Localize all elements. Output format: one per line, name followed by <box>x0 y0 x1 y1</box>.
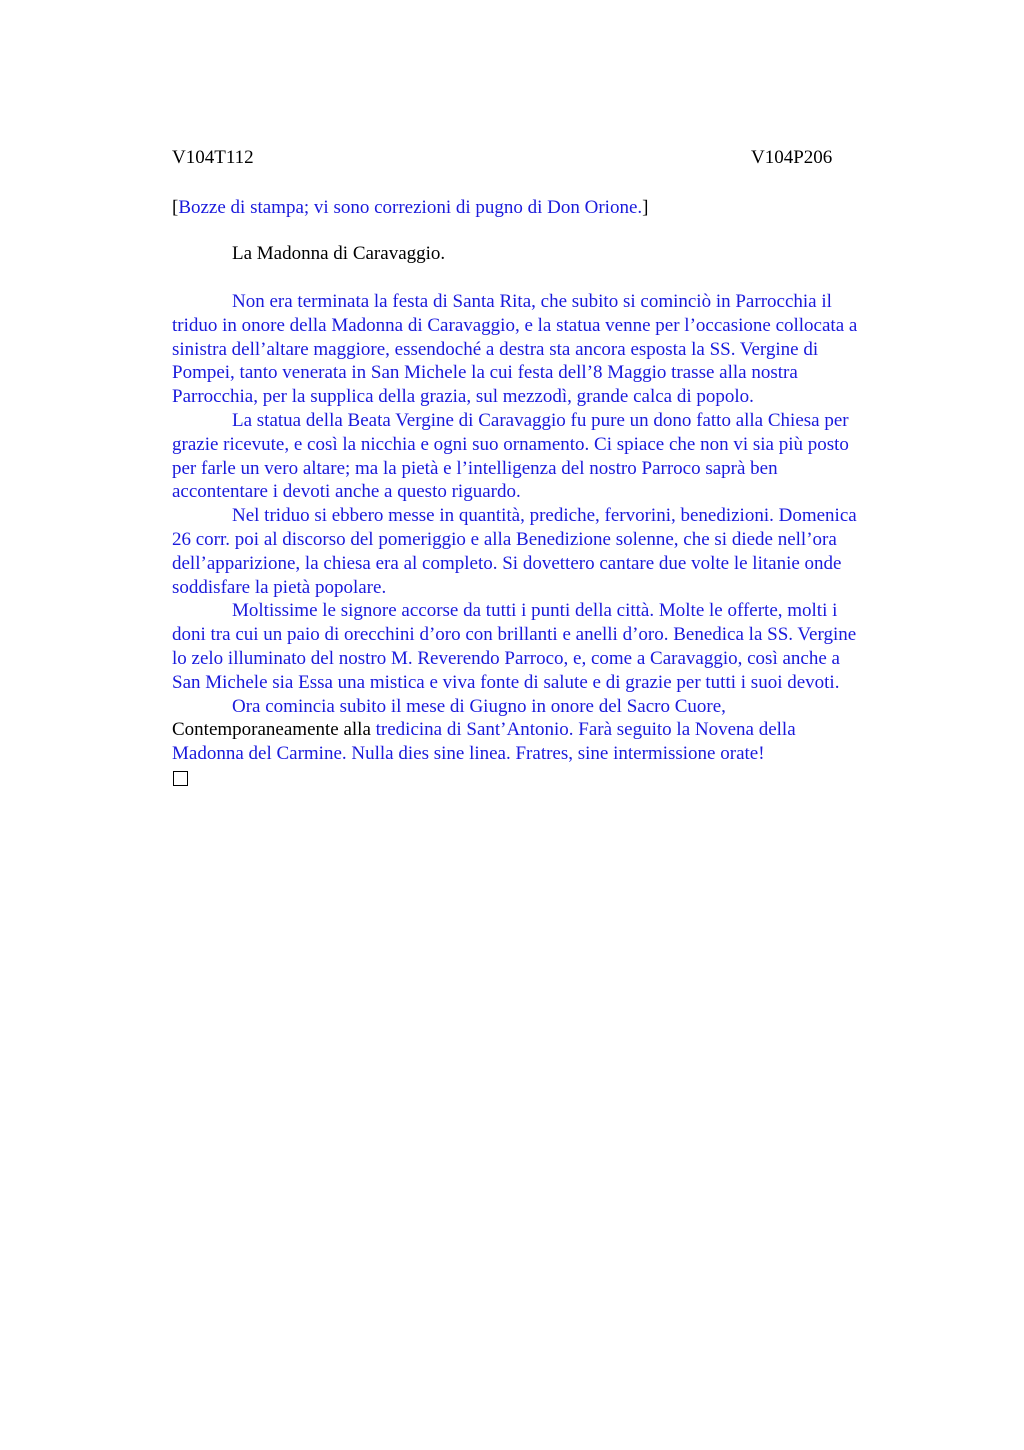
text-line: Ora comincia subito il mese di Giugno in onore del Sacro Cuore, <box>232 695 726 717</box>
header-row <box>172 146 924 170</box>
text-line: lo zelo illuminato del nostro M. Reverendo Parroco, e, come a Caravaggio, così anche a <box>172 647 840 669</box>
text-line: Pompei, tanto venerata in San Michele la cui festa dell’8 Maggio trasse alla nostra <box>172 362 798 384</box>
note-open-bracket: [ <box>172 197 179 218</box>
text-line: grazie ricevute, e così la nicchia e ogni suo ornamento. Ci spiace che non vi sia più posto <box>172 433 849 455</box>
paragraph-2 <box>172 409 924 504</box>
paragraph-5 <box>172 695 924 766</box>
editorial-note <box>172 196 924 220</box>
text-line: per farle un vero altare; ma la pietà e l’intelligenza del nostro Parroco saprà ben <box>172 457 778 479</box>
text-line: San Michele sia Essa una mistica e viva fonte di salute e di grazie per tutti i suoi devoti. <box>172 671 840 693</box>
text-line: Non era terminata la festa di Santa Rita, che subito si cominciò in Parrocchia il <box>232 291 832 312</box>
note-close-bracket: ] <box>642 197 649 218</box>
text-line: Madonna del Carmine. Nulla dies sine linea. Fratres, sine intermissione orate! <box>172 743 765 765</box>
uncorrected-text: Contemporaneamente alla <box>172 719 376 741</box>
article-title: La Madonna di Caravaggio. <box>232 243 446 264</box>
volume-code-left: V104T112 <box>172 147 254 168</box>
article-body <box>172 290 924 793</box>
paragraph-1 <box>172 290 924 409</box>
text-line: soddisfare la pietà popolare. <box>172 576 387 598</box>
text-line: accontentare i devoti anche a questo riguardo. <box>172 481 521 503</box>
document-page <box>172 146 924 793</box>
paragraph-4 <box>172 599 924 694</box>
text-line: sinistra dell’altare maggiore, essendoché a destra sta ancora esposta la SS. Vergine di <box>172 338 819 360</box>
text-line: La statua della Beata Vergine di Caravaggio fu pure un dono fatto alla Chiesa per <box>232 409 849 431</box>
corrected-text: tredicina di Sant’Antonio. Farà seguito la Novena della <box>375 719 796 741</box>
text-line: dell’apparizione, la chiesa era al completo. Si dovettero cantare due volte le litanie onde <box>172 552 842 574</box>
note-text: Bozze di stampa; vi sono correzioni di pugno di Don Orione. <box>178 197 643 218</box>
text-line: 26 corr. poi al discorso del pomeriggio e alla Benedizione solenne, che si diede nell’ora <box>172 528 837 550</box>
text-line: doni tra cui un paio di orecchini d’oro con brillanti e anelli d’oro. Benedica la SS. Vergine <box>172 624 857 646</box>
volume-code-right: V104P206 <box>751 147 833 168</box>
empty-checkbox-glyph <box>173 771 188 786</box>
text-line: Nel triduo si ebbero messe in quantità, prediche, fervorini, benedizioni. Domenica <box>232 505 857 527</box>
text-line: Parrocchia, per la supplica della grazia, sul mezzodì, grande calca di popolo. <box>172 386 754 408</box>
text-line: Moltissime le signore accorse da tutti i punti della città. Molte le offerte, molti i <box>232 600 838 622</box>
text-line-mixed <box>172 718 924 742</box>
paragraph-3 <box>172 504 924 599</box>
text-line: triduo in onore della Madonna di Caravaggio, e la statua venne per l’occasione collocata a <box>172 314 858 336</box>
